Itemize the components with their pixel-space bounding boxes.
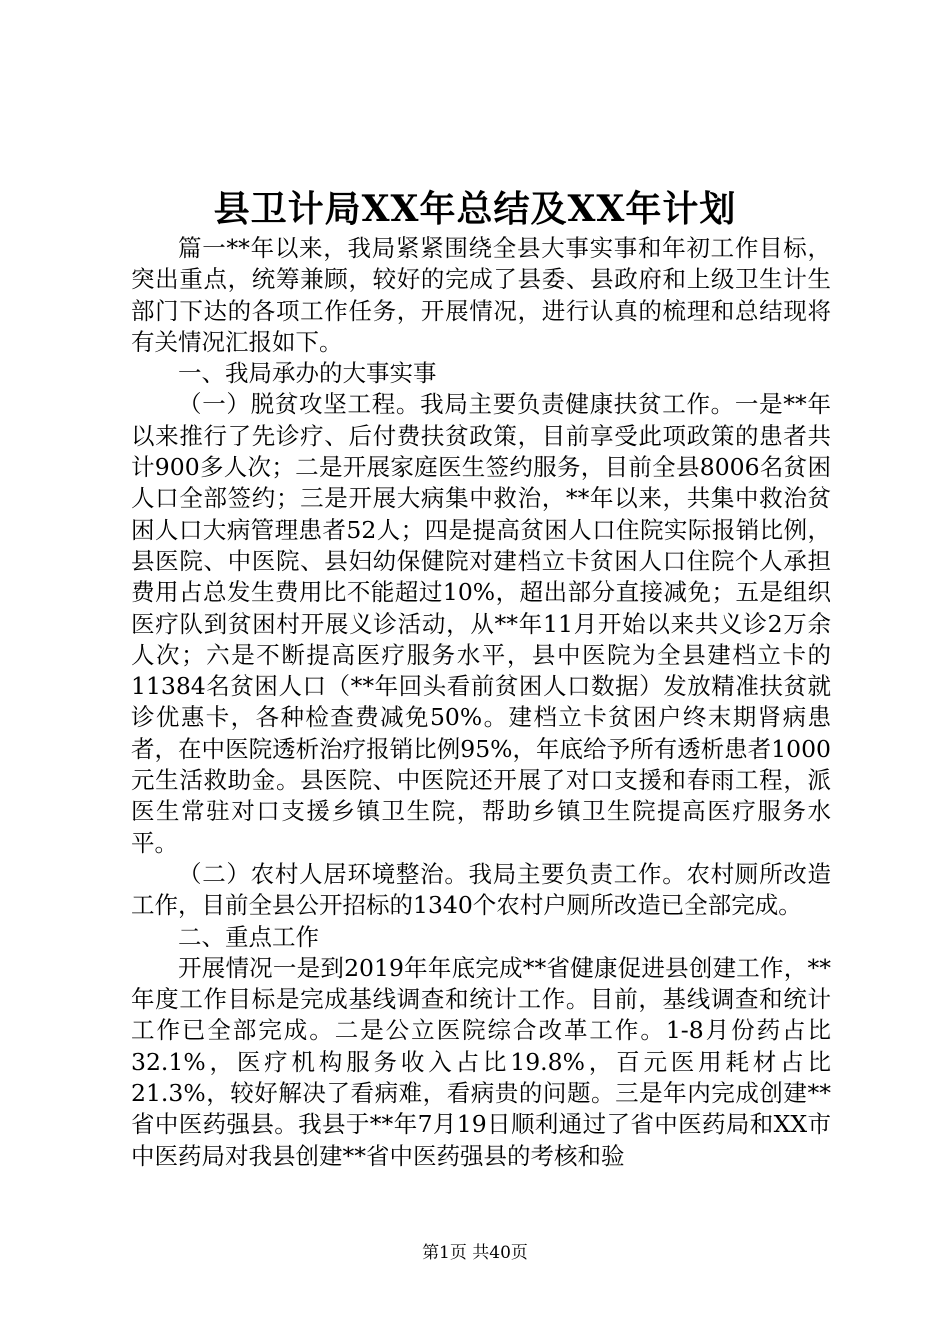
page-footer: 第1页 共40页 <box>422 1243 528 1263</box>
paragraph-intro: 篇一**年以来，我局紧紧围绕全县大事实事和年初工作目标，突出重点，统筹兼顾，较好的完成了县委、县政府和上级卫生计生部门下达的各项工作任务，开展情况，进行认真的梳理和总结现将有关情况汇报如下。 <box>131 234 831 356</box>
document-title: 县卫计局XX年总结及XX年计划 <box>213 188 737 230</box>
paragraph-poverty-alleviation: （一）脱贫攻坚工程。我局主要负责健康扶贫工作。一是**年以来推行了先诊疗、后付费扶贫政策，目前享受此项政策的患者共计900多人次；二是开展家庭医生签约服务，目前全县8006名贫困人口全部签约；三是开展大病集中救治，**年以来，共集中救治贫困人口大病管理患者52人；四是提高贫困人口住院实际报销比例，县医院、中医院、县妇幼保健院对建档立卡贫困人口住院个人承担费用占总发生费用比不能超过10%，超出部分直接减免；五是组织医疗队到贫困村开展义诊活动，从**年11月开始以来共义诊2万余人次；六是不断提高医疗服务水平，县中医院为全县建档立卡的11384名贫困人口（**年回头看前贫困人口数据）发放精准扶贫就诊优惠卡，各种检查费减免50%。建档立卡贫困户终末期肾病患者，在中医院透析治疗报销比例95%，年底给予所有透析患者1000元生活救助金。县医院、中医院还开展了对口支援和春雨工程，派医生常驻对口支援乡镇卫生院，帮助乡镇卫生院提高医疗服务水平。 <box>131 390 831 857</box>
document-body <box>131 233 831 1172</box>
paragraph-key-work: 开展情况一是到2019年年底完成**省健康促进县创建工作，**年度工作目标是完成基线调查和统计工作。目前，基线调查和统计工作已全部完成。二是公立医院综合改革工作。1-8月份药占比32.1%，医疗机构服务收入占比19.8%，百元医用耗材占比21.3%，较好解决了看病难，看病贵的问题。三是年内完成创建**省中医药强县。我县于**年7月19日顺利通过了省中医药局和XX市中医药局对我县创建**省中医药强县的考核和验 <box>131 953 831 1170</box>
paragraph-rural-environment: （二）农村人居环境整治。我局主要负责工作。农村厕所改造工作，目前全县公开招标的1340个农村户厕所改造已全部完成。 <box>131 859 831 920</box>
section-heading-2: 二、重点工作 <box>178 922 319 951</box>
section-heading-1: 一、我局承办的大事实事 <box>178 359 437 388</box>
